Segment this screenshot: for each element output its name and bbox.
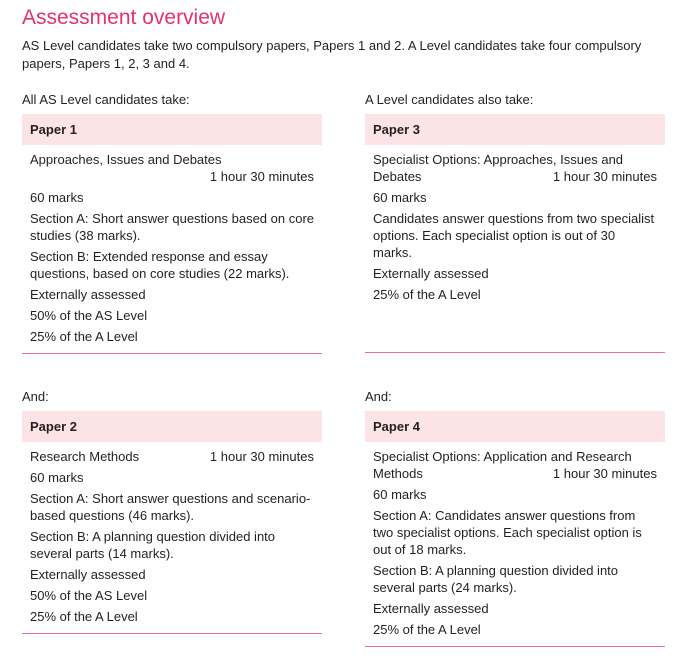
paper-2-item: Section B: A planning question divided into several parts (14 marks). <box>30 529 276 561</box>
paper-1-lead: All AS Level candidates take: <box>22 92 190 107</box>
paper-1-duration: 1 hour 30 minutes <box>209 169 314 184</box>
paper-1-card <box>22 114 322 354</box>
paper-2-item: Externally assessed <box>30 567 146 582</box>
paper-4-body <box>365 442 665 646</box>
paper-3-item: 25% of the A Level <box>373 287 481 302</box>
paper-3-card <box>365 114 665 353</box>
paper-4-item: 25% of the A Level <box>373 622 481 637</box>
paper-3-name: Specialist Options: Approaches, Issues and Debates <box>373 152 624 184</box>
paper-1-header: Paper 1 <box>22 114 322 145</box>
paper-1-item: Section B: Extended response and essay questions, based on core studies (22 marks). <box>30 249 290 281</box>
paper-3-item: 60 marks <box>373 190 427 205</box>
paper-1-body <box>22 145 322 353</box>
paper-4-header: Paper 4 <box>365 411 665 442</box>
paper-3-item: Candidates answer questions from two specialist options. Each specialist option is out of 30 marks. <box>373 211 655 260</box>
paper-4-card <box>365 411 665 647</box>
paper-1-name: Approaches, Issues and Debates <box>30 152 222 167</box>
paper-2-lead: And: <box>22 389 49 404</box>
paper-3-item: Externally assessed <box>373 266 489 281</box>
paper-3-lead: A Level candidates also take: <box>365 92 534 107</box>
paper-1-item: 50% of the AS Level <box>30 308 148 323</box>
paper-1-column <box>22 91 322 354</box>
paper-3-body <box>365 145 665 311</box>
paper-4-name: Specialist Options: Application and Research Methods <box>373 449 632 481</box>
paper-2-item: 60 marks <box>30 470 84 485</box>
paper-4-item: Externally assessed <box>373 601 489 616</box>
paper-4-item: Section A: Candidates answer questions from two specialist options. Each specialist option is out of 18 marks. <box>373 508 642 557</box>
paper-2-item: Section A: Short answer questions and scenario-based questions (46 marks). <box>30 491 311 523</box>
paper-1-item: Section A: Short answer questions based on core studies (38 marks). <box>30 211 315 243</box>
paper-4-lead: And: <box>365 389 392 404</box>
page-title: Assessment overview <box>22 6 226 29</box>
intro-text: AS Level candidates take two compulsory papers, Papers 1 and 2. A Level candidates take four compulsory papers, Papers 1, 2, 3 and 4. <box>22 38 642 71</box>
paper-2-duration: 1 hour 30 minutes <box>209 449 314 464</box>
paper-3-duration: 1 hour 30 minutes <box>552 169 657 184</box>
paper-1-item: 60 marks <box>30 190 84 205</box>
paper-1-item: 25% of the A Level <box>30 329 138 344</box>
paper-2-name: Research Methods <box>30 449 140 464</box>
paper-2-header: Paper 2 <box>22 411 322 442</box>
paper-1-item: Externally assessed <box>30 287 146 302</box>
paper-4-item: Section B: A planning question divided into several parts (24 marks). <box>373 563 619 595</box>
paper-3-header: Paper 3 <box>365 114 665 145</box>
paper-2-item: 25% of the A Level <box>30 609 138 624</box>
paper-4-item: 60 marks <box>373 487 427 502</box>
paper-3-column <box>365 91 665 353</box>
paper-2-card <box>22 411 322 634</box>
paper-4-duration: 1 hour 30 minutes <box>552 466 657 481</box>
paper-2-column <box>22 388 322 634</box>
paper-4-column <box>365 388 665 647</box>
paper-2-body <box>22 442 322 633</box>
paper-2-item: 50% of the AS Level <box>30 588 148 603</box>
